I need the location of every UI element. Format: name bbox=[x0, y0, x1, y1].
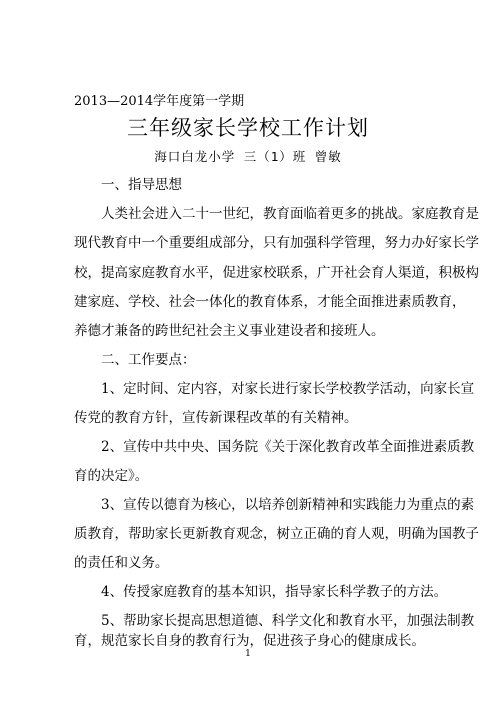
list-item-line: 质教育，帮助家长更新教育观念，树立正确的育人观，明确为国教子 bbox=[74, 526, 479, 542]
list-item-line: 1、定时间、定内容，对家长进行家长学校教学活动，向家长宣 bbox=[101, 381, 475, 397]
paragraph-line: 养德才兼备的跨世纪社会主义事业建设者和接班人。 bbox=[74, 323, 385, 339]
list-item-line: 的责任和义务。 bbox=[74, 555, 169, 571]
paragraph-line: 现代教育中一个重要组成部分，只有加强科学管理，努力办好家长学 bbox=[74, 235, 479, 251]
page-number: 1 bbox=[245, 649, 251, 659]
list-item-line: 3、宣传以德育为核心，以培养创新精神和实践能力为重点的素 bbox=[101, 497, 475, 513]
list-item-line: 2、宣传中共中央、国务院《关于深化教育改革全面推进素质教 bbox=[101, 439, 475, 455]
paragraph-line: 校，提高家庭教育水平，促进家校联系，广开社会育人渠道，积极构 bbox=[74, 265, 479, 281]
section-heading: 二、工作要点： bbox=[101, 352, 196, 368]
list-item-line: 4、传授家庭教育的基本知识，指导家长科学教子的方法。 bbox=[101, 584, 448, 600]
semester-line: 2013—2014学年度第一学期 bbox=[74, 94, 245, 109]
list-item-line: 育，规范家长自身的教育行为，促进孩子身心的健康成长。 bbox=[74, 633, 425, 649]
list-item-line: 5、帮助家长提高思想道德、科学文化和教育水平，加强法制教 bbox=[101, 613, 475, 629]
author-line: 海口白龙小学 三（1）班 曾敏 bbox=[154, 149, 342, 164]
section-heading: 一、指导思想 bbox=[101, 177, 182, 193]
paragraph-line: 建家庭、学校、社会一体化的教育体系，才能全面推进素质教育， bbox=[74, 294, 466, 310]
paragraph-line: 人类社会进入二十一世纪，教育面临着更多的挑战。家庭教育是 bbox=[101, 206, 479, 222]
list-item-line: 传党的教育方针，宣传新课程改革的有关精神。 bbox=[74, 410, 358, 426]
list-item-line: 育的决定》。 bbox=[74, 468, 149, 484]
document-title: 三年级家长学校工作计划 bbox=[127, 116, 369, 140]
